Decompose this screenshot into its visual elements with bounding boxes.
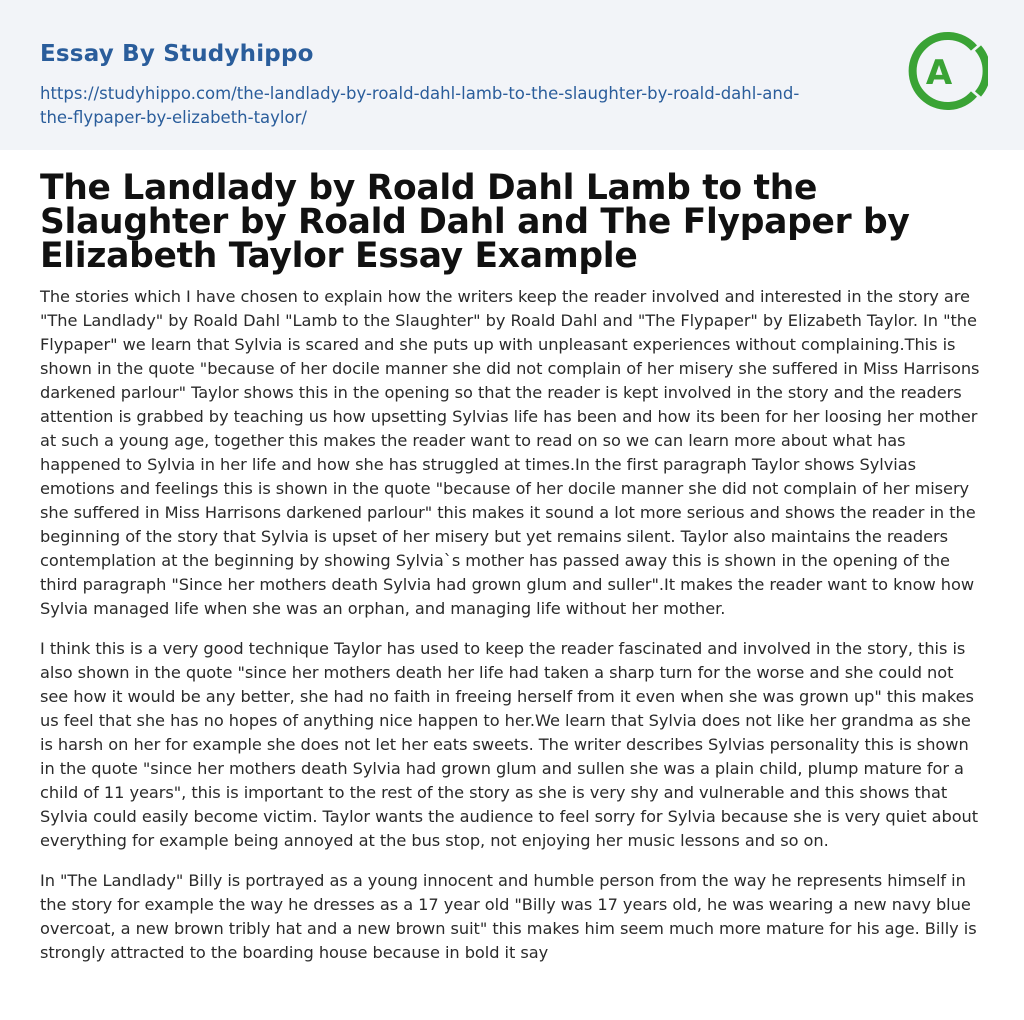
site-header (0, 0, 1024, 150)
article (40, 168, 986, 965)
site-brand[interactable]: Essay By Studyhippo (40, 41, 314, 67)
article-paragraph-2: I think this is a very good technique Taylor has used to keep the reader fascinated and involved in the story, this is also shown in the quote "since her mothers death her life had taken a sharp turn for the worse and she could not see how it would be any better, she had no faith in freeing herself from it even when she was grown up" this makes us feel that she has no hopes of anything nice happen to her.We learn that Sylvia does not like her grandma as she is harsh on her for example she does not let her eats sweets. The writer describes Sylvias personality this is shown in the quote "since her mothers death Sylvia had grown glum and sullen she was a plain child, plump mature for a child of 11 years", this is important to the rest of the story as she is very shy and vulnerable and this shows that Sylvia could easily become victim. Taylor wants the audience to feel sorry for Sylvia because she is very quiet about everything for example being annoyed at the bus stop, not enjoying her music lessons and so on. (40, 639, 979, 850)
logo-letter: A (925, 53, 953, 93)
article-paragraph-1: The stories which I have chosen to explain how the writers keep the reader involved and interested in the story are "The Landlady" by Roald Dahl "Lamb to the Slaughter" by Roald Dahl and "The Flypaper" by Elizabeth Taylor. In "the Flypaper" we learn that Sylvia is scared and she puts up with unpleasant experiences without complaining.This is shown in the quote "because of her docile manner she did not complain of her misery she suffered in Miss Harrisons darkened parlour" Taylor shows this in the opening so that the reader is kept involved in the story and the readers attention is grabbed by teaching us how upsetting Sylvias life has been and how its been for her loosing her mother at such a young age, together this makes the reader want to read on so we can learn more about what has happened to Sylvia in her life and how she has struggled at times.In the first paragraph Taylor shows Sylvias emotions and feelings this is shown in the quote "because of her docile manner she did not complain of her misery she suffered in Miss Harrisons darkened parlour" this makes it sound a lot more serious and shows the reader in the beginning of the story that Sylvia is upset of her misery but yet remains silent. Taylor also maintains the readers contemplation at the beginning by showing Sylvia`s mother has passed away this is shown in the opening of the third paragraph "Since her mothers death Sylvia had grown glum and suller".It makes the reader want to know how Sylvia managed life when she was an orphan, and managing life without her mother. (40, 287, 980, 618)
source-url-line-2[interactable]: the-flypaper-by-elizabeth-taylor/ (40, 108, 307, 127)
article-paragraph-3: In "The Landlady" Billy is portrayed as a young innocent and humble person from the way he represents himself in the story for example the way he dresses as a 17 year old "Billy was 17 years old, he was wearing a new navy blue overcoat, a new brown tribly hat and a new brown suit" this makes him seem much more mature for his age. Billy is strongly attracted to the boarding house because in bold it say (40, 871, 977, 962)
article-title: The Landlady by Roald Dahl Lamb to the Slaughter by Roald Dahl and The Flypaper by Elizabeth Taylor Essay Example (40, 168, 910, 276)
source-url-line-1[interactable]: https://studyhippo.com/the-landlady-by-roald-dahl-lamb-to-the-slaughter-by-roald-dahl-and- (40, 84, 800, 103)
studyhippo-logo-icon[interactable] (908, 28, 988, 116)
source-url-link[interactable] (40, 82, 830, 130)
